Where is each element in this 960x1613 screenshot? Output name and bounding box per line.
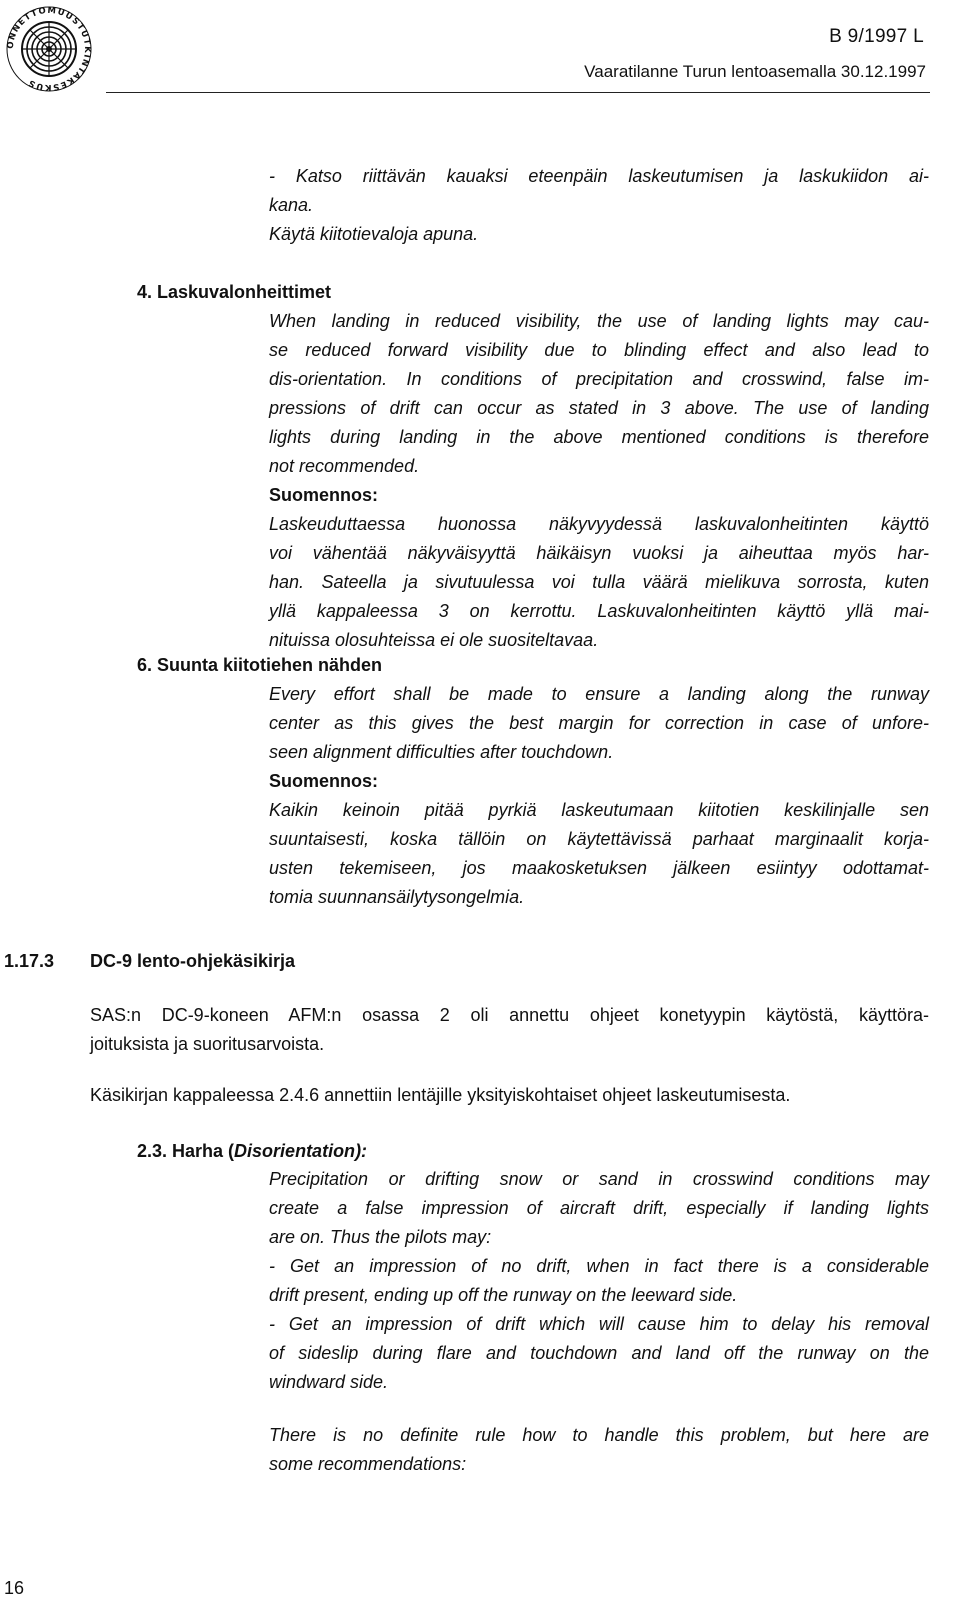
header-rule	[106, 92, 930, 93]
text-line: han. Sateella ja sivutuulessa voi tulla väärä mielikuva sorrosta, kuten	[269, 572, 929, 592]
text-line: joituksista ja suoritusarvoista.	[90, 1034, 325, 1054]
document-title: Vaaratilanne Turun lentoasemalla 30.12.1997	[584, 62, 926, 81]
item-4-translation-label: Suomennos:	[269, 485, 379, 505]
logo-ring-text: ONNETTOMUUSTUTKINTAKESKUS	[6, 6, 92, 92]
text-line: kana.	[269, 195, 314, 215]
text-line: se reduced forward visibility due to blinding effect and also lead to	[269, 340, 929, 360]
text-line: dis-orientation. In conditions of precipitation and crosswind, false im-	[269, 369, 929, 389]
section-title: DC-9 lento-ohjekäsikirja	[90, 951, 296, 971]
section-paragraph-1	[90, 1001, 929, 1059]
item-2-3-text-b	[269, 1421, 929, 1479]
text-line: SAS:n DC-9-koneen AFM:n osassa 2 oli annettu ohjeet konetyypin käytöstä, käyttöra-	[90, 1005, 929, 1025]
text-line: drift present, ending up off the runway on the leeward side.	[269, 1285, 738, 1305]
text-line: Käsikirjan kappaleessa 2.4.6 annettiin lentäjille yksityiskohtaiset ohjeet laskeutumisesta.	[90, 1085, 791, 1105]
onnettomuustutkintakeskus-logo	[6, 6, 92, 92]
text-line: are on. Thus the pilots may:	[269, 1227, 492, 1247]
item-4-finnish-text	[269, 510, 929, 655]
text-line: seen alignment difficulties after touchdown.	[269, 742, 614, 762]
item-6-english-text	[269, 680, 929, 767]
text-line: Every effort shall be made to ensure a landing along the runway	[269, 684, 929, 704]
heading-prefix: 2.3. Harha (	[137, 1141, 235, 1161]
item-4-english-text	[269, 307, 929, 481]
text-line: pressions of drift can occur as stated in 3 above. The use of landing	[269, 398, 929, 418]
text-line: There is no definite rule how to handle this problem, but here are	[269, 1425, 929, 1445]
heading-italic-term: Disorientation	[234, 1141, 356, 1161]
section-number: 1.17.3	[4, 951, 55, 971]
text-line: some recommendations:	[269, 1454, 467, 1474]
text-line: suuntaisesti, koska tällöin on käytettävissä parhaat marginaalit korja-	[269, 829, 929, 849]
text-line: create a false impression of aircraft drift, especially if landing lights	[269, 1198, 929, 1218]
text-line: Kaikin keinoin pitää pyrkiä laskeutumaan kiitotien keskilinjalle sen	[269, 800, 929, 820]
text-line: windward side.	[269, 1372, 389, 1392]
item-6-heading: 6. Suunta kiitotiehen nähden	[137, 655, 383, 675]
text-line: Laskeuduttaessa huonossa näkyvyydessä laskuvalonheitinten käyttö	[269, 514, 929, 534]
text-line: of sideslip during flare and touchdown and land off the runway on the	[269, 1343, 929, 1363]
item-6-translation-label: Suomennos:	[269, 771, 379, 791]
text-line: Käytä kiitotievaloja apuna.	[269, 224, 479, 244]
text-line: nituissa olosuhteissa ei ole suositeltavaa.	[269, 630, 599, 650]
text-line: center as this gives the best margin for correction in case of unfore-	[269, 713, 929, 733]
text-line: not recommended.	[269, 456, 420, 476]
text-line: lights during landing in the above mentioned conditions is therefore	[269, 427, 929, 447]
document-code: B 9/1997 L	[829, 26, 924, 47]
section-paragraph-2	[90, 1081, 929, 1110]
text-line: tomia suunnansäilytysongelmia.	[269, 887, 525, 907]
item-2-3-heading	[137, 1137, 367, 1166]
text-line: yllä kappaleessa 3 on kerrottu. Laskuvalonheitinten käyttö yllä mai-	[269, 601, 929, 621]
text-line: - Get an impression of no drift, when in fact there is a considerable	[269, 1256, 929, 1276]
text-line: When landing in reduced visibility, the use of landing lights may cau-	[269, 311, 929, 331]
top-advice-block	[269, 162, 929, 249]
page-number: 16	[4, 1578, 25, 1598]
text-line: voi vähentää näkyväisyyttä häikäisyn vuoksi ja aiheuttaa myös har-	[269, 543, 929, 563]
heading-suffix: ):	[355, 1141, 368, 1161]
item-6-finnish-text	[269, 796, 929, 912]
item-4-heading: 4. Laskuvalonheittimet	[137, 282, 332, 302]
text-line: usten tekemiseen, jos maakosketuksen jälkeen esiintyy odottamat-	[269, 858, 929, 878]
text-line: Precipitation or drifting snow or sand in crosswind conditions may	[269, 1169, 929, 1189]
text-line: - Get an impression of drift which will cause him to delay his removal	[269, 1314, 929, 1334]
text-line: - Katso riittävän kauaksi eteenpäin laskeutumisen ja laskukiidon ai-	[269, 166, 929, 186]
item-2-3-text-a	[269, 1165, 929, 1397]
